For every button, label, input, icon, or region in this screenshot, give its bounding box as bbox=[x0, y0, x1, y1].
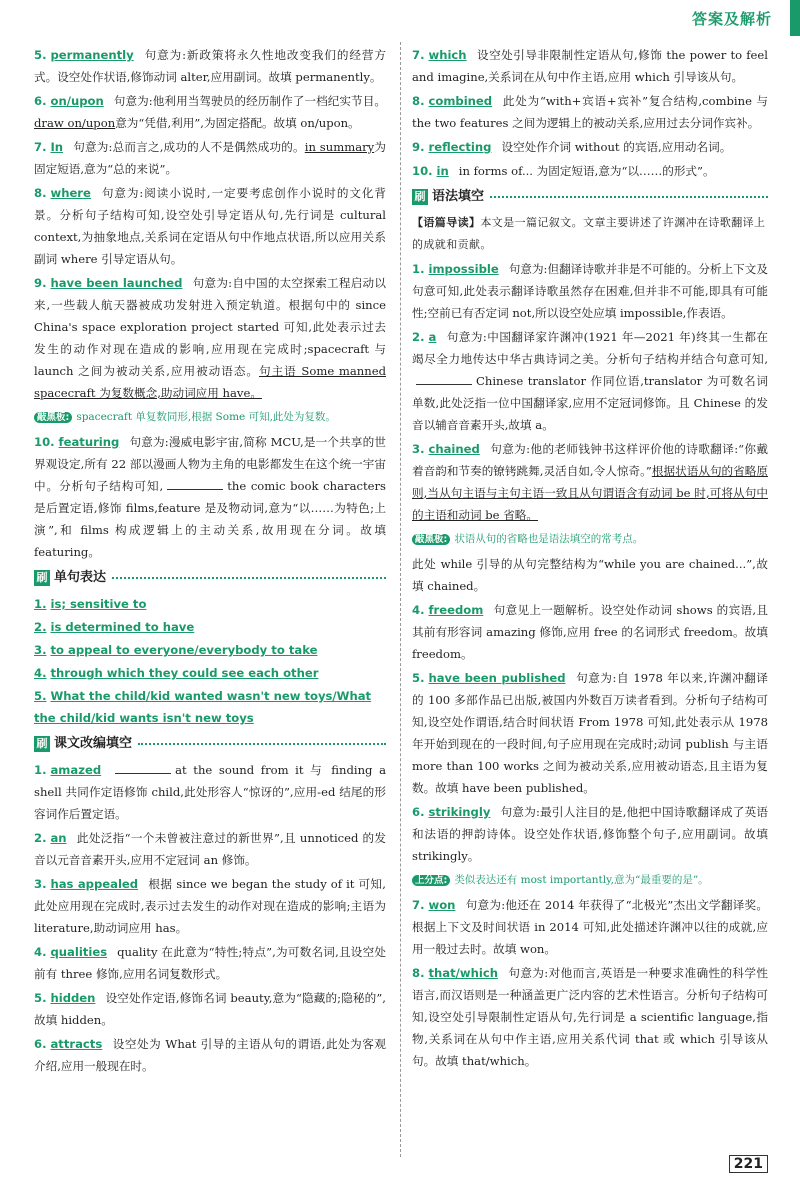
explanation: 句意为:漫威电影宇宙,简称 MCU,是一个共享的世界观设定,所有 22 部以漫画人物为主角的电影都发生在这个统一宇宙中。分析句子结构可知, bbox=[34, 435, 386, 493]
answer-item bbox=[34, 759, 386, 825]
answer-text: permanently bbox=[50, 48, 134, 62]
short-answer bbox=[34, 593, 386, 615]
explanation: 此处 while 引导的从句完整结构为“while you are chained...”,故填 chained。 bbox=[412, 557, 768, 593]
section-dots bbox=[138, 743, 386, 745]
answer-item bbox=[412, 553, 768, 597]
answer-item bbox=[412, 44, 768, 88]
answer-item bbox=[412, 801, 768, 867]
answer-text: featuring bbox=[58, 435, 120, 449]
explanation: 句意为:自 1978 年以来,许渊冲翻译的 100 多部作品已出版,被国内外数百万读者看到。分析句子结构可知,设空处作谓语,结合时间状语 From 1978 可知,此处表示从 1978 年开始到现在的一段时间,句子应用现在完成时;动词 publish 与主语 more than 100 works 之间为被动关系,应用被动语态,且主语为复数。故填 have been published。 bbox=[412, 671, 769, 795]
item-number: 5. bbox=[34, 689, 47, 703]
answer-text: that/which bbox=[428, 966, 498, 980]
section-badge: 刷 bbox=[34, 570, 50, 586]
item-number: 8. bbox=[412, 966, 425, 980]
answer-item bbox=[34, 431, 386, 563]
item-number: 2. bbox=[412, 330, 425, 344]
short-answer bbox=[34, 685, 386, 729]
explanation: Chinese translator 作同位语,translator 为可数名词单数,此处泛指一位中国翻译家,应用不定冠词修饰。且 Chinese 的发音以辅音音素开头,故填 a。 bbox=[412, 374, 768, 432]
answer-item bbox=[34, 272, 386, 404]
item-number: 1. bbox=[34, 763, 47, 777]
item-number: 6. bbox=[34, 1037, 47, 1051]
explanation: 句意为:总而言之,成功的人不是偶然成功的。 bbox=[73, 140, 305, 154]
item-number: 7. bbox=[412, 48, 425, 62]
answer-item bbox=[412, 258, 768, 324]
answer-item bbox=[34, 44, 386, 88]
answer-item bbox=[34, 90, 386, 134]
passage-guide bbox=[412, 212, 768, 256]
tip-text: 状语从句的省略也是语法填空的常考点。 bbox=[454, 533, 644, 545]
explanation: 句意见上一题解析。设空处作动词 shows 的宾语,且其前有形容词 amazing 修饰,应用 free 的名词形式 freedom。故填 freedom。 bbox=[412, 603, 768, 661]
underlined-phrase: 根据状语从句的省略原则,当从句主语与主句主语一致且从句谓语含有动词 be 时,可将从句中的主语和动词 be 省略。 bbox=[412, 464, 768, 522]
answer-item bbox=[412, 599, 768, 665]
section-header bbox=[34, 733, 386, 755]
answer-item bbox=[34, 827, 386, 871]
answer-text: strikingly bbox=[428, 805, 491, 819]
explanation: 意为“凭借,利用”,为固定搭配。故填 on/upon。 bbox=[115, 116, 360, 130]
item-number: 1. bbox=[412, 262, 425, 276]
item-number: 4. bbox=[34, 945, 47, 959]
underlined-phrase: in summary bbox=[304, 140, 375, 154]
underlined-phrase: draw on/upon bbox=[34, 116, 116, 130]
explanation: the comic book characters 是后置定语,修饰 films,feature 是及物动词,意为“以……为特色;上演”,和 films 构成逻辑上的主动关系,故用现在分词。故填 featuring。 bbox=[34, 479, 387, 559]
tip-note bbox=[412, 869, 768, 892]
explanation: 此处泛指“一个未曾被注意过的新世界”,且 unnoticed 的发音以元音音素开头,应用不定冠词 an 修饰。 bbox=[34, 831, 386, 867]
explanation: 句意为:他的老师钱钟书这样评价他的诗歌翻译:“你戴着音韵和节奏的镣铐跳舞,灵活自如,令人惊奇。” bbox=[412, 442, 768, 478]
item-number: 4. bbox=[412, 603, 425, 617]
header-accent-bar bbox=[790, 0, 800, 36]
explanation: at the sound from it 与 finding a shell 共同作定语修饰 child,此处形容人“惊讶的”,应用-ed 结尾的形容词作后置定语。 bbox=[34, 763, 386, 821]
item-number: 10. bbox=[34, 435, 55, 449]
column-divider bbox=[400, 42, 402, 1157]
answer-text: have been published bbox=[428, 671, 566, 685]
answer-text: through which they could see each other bbox=[50, 666, 319, 680]
blank-line bbox=[416, 372, 472, 385]
explanation: 设空处作定语,修饰名词 beauty,意为“隐藏的;隐秘的”,故填 hidden。 bbox=[34, 991, 386, 1027]
explanation: 句意为:阅读小说时,一定要考虑创作小说时的文化背景。分析句子结构可知,设空处引导定语从句,先行词是 cultural context,为抽象地点,关系词在定语从句中作地点状语,所以应用关系副词 where 引导定语从句。 bbox=[34, 186, 386, 266]
answer-text: is determined to have bbox=[50, 620, 195, 634]
tip-tag: 敲黑板: bbox=[34, 412, 72, 423]
answer-text: have been launched bbox=[50, 276, 183, 290]
answer-text: where bbox=[50, 186, 91, 200]
item-number: 4. bbox=[34, 666, 47, 680]
item-number: 2. bbox=[34, 620, 47, 634]
tip-text: 类似表达还有 most importantly,意为“最重要的是”。 bbox=[454, 874, 709, 886]
item-number: 3. bbox=[34, 877, 47, 891]
answer-text: which bbox=[428, 48, 467, 62]
item-number: 5. bbox=[34, 991, 47, 1005]
tip-tag: 上分点: bbox=[412, 875, 450, 886]
answer-item bbox=[412, 894, 768, 960]
answer-text: What the child/kid wanted wasn't new toys/What the child/kid wants isn't new toys bbox=[34, 689, 372, 725]
section-header bbox=[412, 186, 768, 208]
explanation: 句意为:他还在 2014 年获得了“北极光”杰出文学翻译奖。根据上下文及时间状语 in 2014 可知,此处描述许渊冲以往的成就,应用一般过去时。故填 won。 bbox=[412, 898, 768, 956]
explanation: 句意为:他利用当驾驶员的经历制作了一档纪实节目。 bbox=[113, 94, 386, 108]
answer-text: to appeal to everyone/everybody to take bbox=[50, 643, 318, 657]
answer-text: an bbox=[50, 831, 67, 845]
section-dots bbox=[112, 577, 386, 579]
section-header bbox=[34, 567, 386, 589]
explanation: 根据 since we began the study of it 可知,此处应用现在完成时,表示过去发生的动作对现在造成的影响;主语为 literature,助动词应用 has。 bbox=[34, 877, 386, 935]
answer-item bbox=[34, 136, 386, 180]
item-number: 2. bbox=[34, 831, 47, 845]
answer-item bbox=[412, 962, 768, 1072]
explanation: 句意为:最引人注目的是,他把中国诗歌翻译成了英语和法语的押韵诗体。设空处作状语,修饰整个句子,应用副词。故填 strikingly。 bbox=[412, 805, 768, 863]
answer-item bbox=[34, 941, 386, 985]
item-number: 9. bbox=[412, 140, 425, 154]
page-header-title: 答案及解析 bbox=[691, 10, 772, 28]
item-number: 8. bbox=[34, 186, 47, 200]
guide-tag: 【语篇导读】 bbox=[412, 216, 481, 229]
short-answer bbox=[34, 616, 386, 638]
answer-item bbox=[34, 182, 386, 270]
item-number: 10. bbox=[412, 164, 433, 178]
answer-text: hidden bbox=[50, 991, 96, 1005]
item-number: 1. bbox=[34, 597, 47, 611]
answer-text: in bbox=[436, 164, 449, 178]
tip-note bbox=[34, 406, 386, 429]
answer-text: In bbox=[50, 140, 64, 154]
answer-item bbox=[34, 873, 386, 939]
answer-text: won bbox=[428, 898, 456, 912]
short-answer bbox=[34, 639, 386, 661]
item-number: 7. bbox=[412, 898, 425, 912]
item-number: 6. bbox=[34, 94, 47, 108]
answer-text: on/upon bbox=[50, 94, 104, 108]
answer-text: amazed bbox=[50, 763, 102, 777]
section-title: 语法填空 bbox=[432, 189, 485, 204]
right-column bbox=[412, 44, 768, 1074]
section-title: 单句表达 bbox=[54, 570, 107, 585]
explanation: 句意为:新政策将永久性地改变我们的经营方式。设空处作状语,修饰动词 alter,应用副词。故填 permanently。 bbox=[34, 48, 386, 84]
answer-text: has appealed bbox=[50, 877, 139, 891]
blank-line bbox=[167, 477, 223, 490]
explanation: quality 在此意为“特性;特点”,为可数名词,且设空处前有 three 修饰,应用名词复数形式。 bbox=[34, 945, 386, 981]
answer-item bbox=[412, 160, 768, 182]
item-number: 7. bbox=[34, 140, 47, 154]
answer-text: attracts bbox=[50, 1037, 103, 1051]
item-number: 6. bbox=[412, 805, 425, 819]
item-number: 9. bbox=[34, 276, 47, 290]
answer-text: a bbox=[428, 330, 437, 344]
section-dots bbox=[490, 196, 768, 198]
left-column bbox=[34, 44, 386, 1079]
item-number: 5. bbox=[412, 671, 425, 685]
explanation: 句意为:但翻译诗歌并非是不可能的。分析上下文及句意可知,此处表示翻译诗歌虽然存在困难,但并非不可能,即具有可能性;空前已有否定词 not,所以设空处应填 impossible,作表语。 bbox=[412, 262, 768, 320]
answer-item bbox=[412, 136, 768, 158]
answer-item bbox=[412, 438, 768, 526]
answer-item bbox=[412, 667, 768, 799]
explanation: 设空处引导非限制性定语从句,修饰 the power to feel and imagine,关系词在从句中作主语,应用 which 引导该从句。 bbox=[412, 48, 768, 84]
short-answer bbox=[34, 662, 386, 684]
explanation: 设空处作介词 without 的宾语,应用动名词。 bbox=[501, 140, 732, 154]
explanation: 句意为:对他而言,英语是一种要求准确性的科学性语言,而汉语则是一种涵盖更广泛内容的艺术性语言。分析句子结构可知,设空处引导限制性定语从句,先行词是 a scientific language,指物,关系词在从句中作主语,应用关系代词 that 或 which 引导该从句。故填 that/which。 bbox=[412, 966, 768, 1068]
item-number: 8. bbox=[412, 94, 425, 108]
explanation: in forms of... 为固定短语,意为“以……的形式”。 bbox=[458, 164, 715, 178]
section-title: 课文改编填空 bbox=[54, 736, 133, 751]
answer-text: is; sensitive to bbox=[50, 597, 147, 611]
answer-text: chained bbox=[428, 442, 480, 456]
item-number: 5. bbox=[34, 48, 47, 62]
underlined-phrase: 句主语 Some manned spacecraft 为复数概念,助动词应用 have。 bbox=[34, 364, 386, 400]
tip-note bbox=[412, 528, 768, 551]
explanation: 设空处为 What 引导的主语从句的谓语,此处为客观介绍,应用一般现在时。 bbox=[34, 1037, 386, 1073]
answer-text: reflecting bbox=[428, 140, 492, 154]
answer-item bbox=[412, 90, 768, 134]
answer-text: freedom bbox=[428, 603, 484, 617]
guide-text: 本文是一篇记叙文。文章主要讲述了许渊冲在诗歌翻译上的成就和贡献。 bbox=[412, 216, 766, 251]
answer-text: qualities bbox=[50, 945, 108, 959]
section-badge: 刷 bbox=[34, 736, 50, 752]
explanation: 为固定短语,意为“总的来说”。 bbox=[34, 140, 386, 176]
explanation: 此处为“with+宾语+宾补”复合结构,combine 与 the two features 之间为逻辑上的被动关系,应用过去分词作宾补。 bbox=[412, 94, 768, 130]
tip-text: spacecraft 单复数同形,根据 Some 可知,此处为复数。 bbox=[76, 411, 336, 423]
answer-text: combined bbox=[428, 94, 493, 108]
answer-text: impossible bbox=[428, 262, 499, 276]
section-badge: 刷 bbox=[412, 189, 428, 205]
tip-tag: 敲黑板: bbox=[412, 534, 450, 545]
item-number: 3. bbox=[34, 643, 47, 657]
explanation: 句意为:自中国的太空探索工程启动以来,一些载人航天器被成功发射进入预定轨道。根据句中的 since China's space exploration project started 可知,此处表示过去发生的动作对现在造成的影响,应用现在完成时;spacecraft 与 launch 之间为被动关系,应用被动语态。 bbox=[34, 276, 386, 378]
blank-line bbox=[115, 761, 171, 774]
item-number: 3. bbox=[412, 442, 425, 456]
answer-item bbox=[34, 1033, 386, 1077]
answer-item bbox=[34, 987, 386, 1031]
page-number: 221 bbox=[729, 1155, 768, 1173]
explanation: 句意为:中国翻译家许渊冲(1921 年—2021 年)终其一生都在竭尽全力地传达中华古典诗词之美。分析句子结构并结合句意可知, bbox=[412, 330, 768, 366]
answer-item bbox=[412, 326, 768, 436]
